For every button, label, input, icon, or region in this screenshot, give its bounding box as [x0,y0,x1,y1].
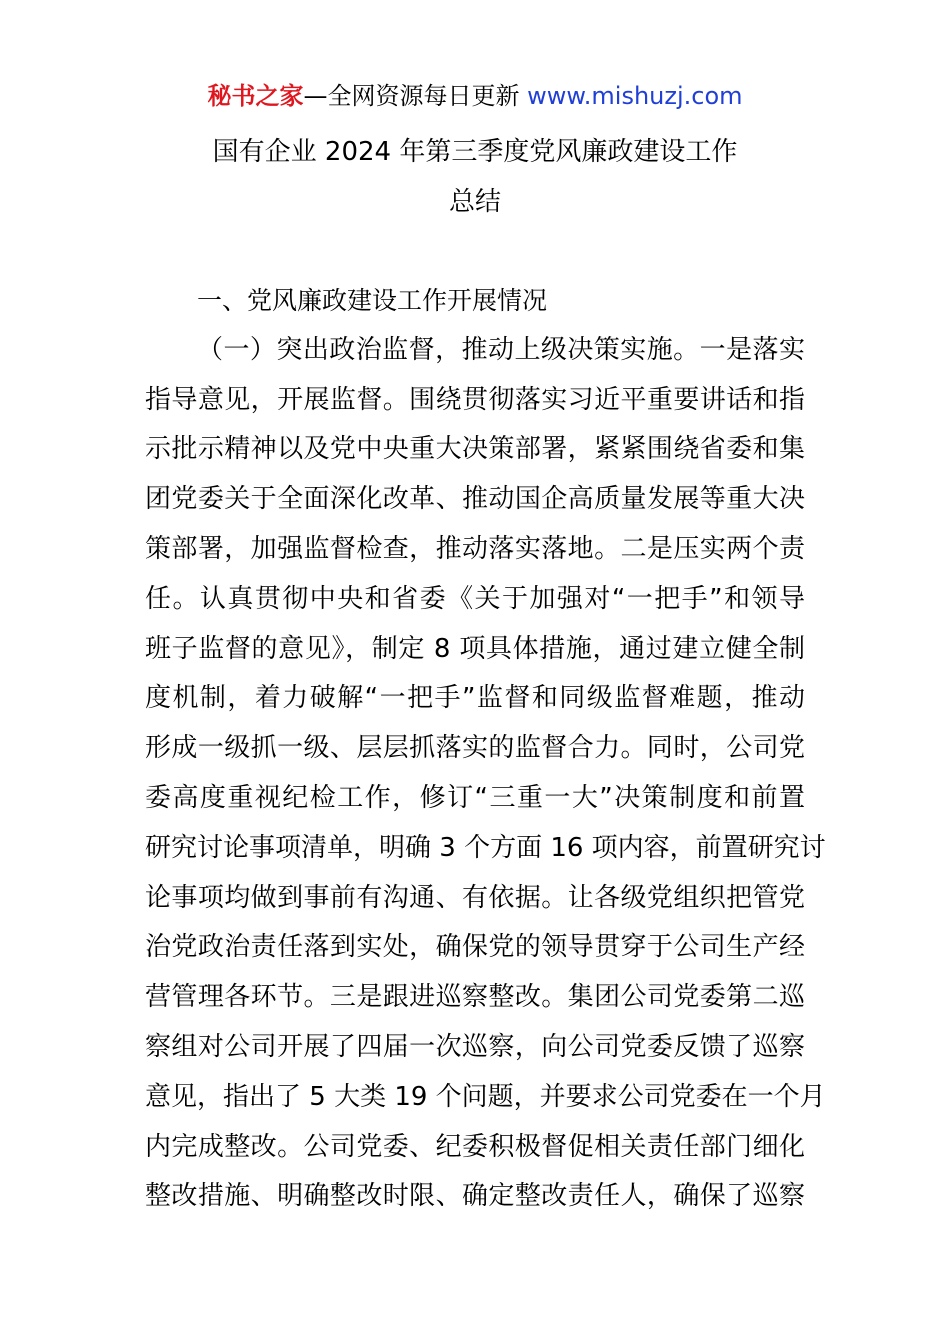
paragraph-line: 委高度重视纪检工作，修订“三重一大”决策制度和前置 [145,782,805,813]
paragraph-line: 整改措施、明确整改时限、确定整改责任人，确保了巡察 [145,1181,805,1212]
paragraph-line: 任。认真贯彻中央和省委《关于加强对“一把手”和领导 [145,583,805,614]
paragraph-line: 策部署，加强监督检查，推动落实落地。二是压实两个责 [145,533,805,564]
paragraph-line: 团党委关于全面深化改革、推动国企高质量发展等重大决 [145,484,805,515]
paragraph [145,326,826,1222]
paragraph-line: 治党政治责任落到实处，确保党的领导贯穿于公司生产经 [145,932,805,963]
paragraph-line: （一）突出政治监督，推动上级决策实施。一是落实 [197,334,805,365]
document-body [145,276,826,1222]
site-url-link[interactable]: www.mishuzj.com [527,82,743,110]
site-header [0,80,950,112]
paragraph-line: 示批示精神以及党中央重大决策部署，紧紧围绕省委和集 [145,434,805,465]
paragraph-line: 论事项均做到事前有沟通、有依据。让各级党组织把管党 [145,882,805,913]
paragraph-line: 意见，指出了 5 大类 19 个问题，并要求公司党委在一个月 [145,1081,826,1112]
paragraph-line: 指导意见，开展监督。围绕贯彻落实习近平重要讲话和指 [145,384,805,415]
paragraph-line: 研究讨论事项清单，明确 3 个方面 16 项内容，前置研究讨 [145,832,826,863]
section-heading: 一、党风廉政建设工作开展情况 [197,286,548,315]
paragraph-line: 内完成整改。公司党委、纪委积极督促相关责任部门细化 [145,1131,805,1162]
paragraph-line: 班子监督的意见》，制定 8 项具体措施，通过建立健全制 [145,633,805,664]
paragraph-line: 形成一级抓一级、层层抓落实的监督合力。同时，公司党 [145,733,805,764]
title-line-2: 总结 [448,186,501,217]
paragraph-line: 察组对公司开展了四届一次巡察，向公司党委反馈了巡察 [145,1031,805,1062]
site-brand: 秘书之家 [207,82,304,110]
paragraph-line: 度机制，着力破解“一把手”监督和同级监督难题，推动 [145,683,805,714]
title-line-1: 国有企业 2024 年第三季度党风廉政建设工作 [212,137,738,167]
document-title [145,128,805,228]
paragraph-line: 营管理各环节。三是跟进巡察整改。集团公司党委第二巡 [145,982,805,1013]
site-tagline: —全网资源每日更新 [303,82,528,110]
